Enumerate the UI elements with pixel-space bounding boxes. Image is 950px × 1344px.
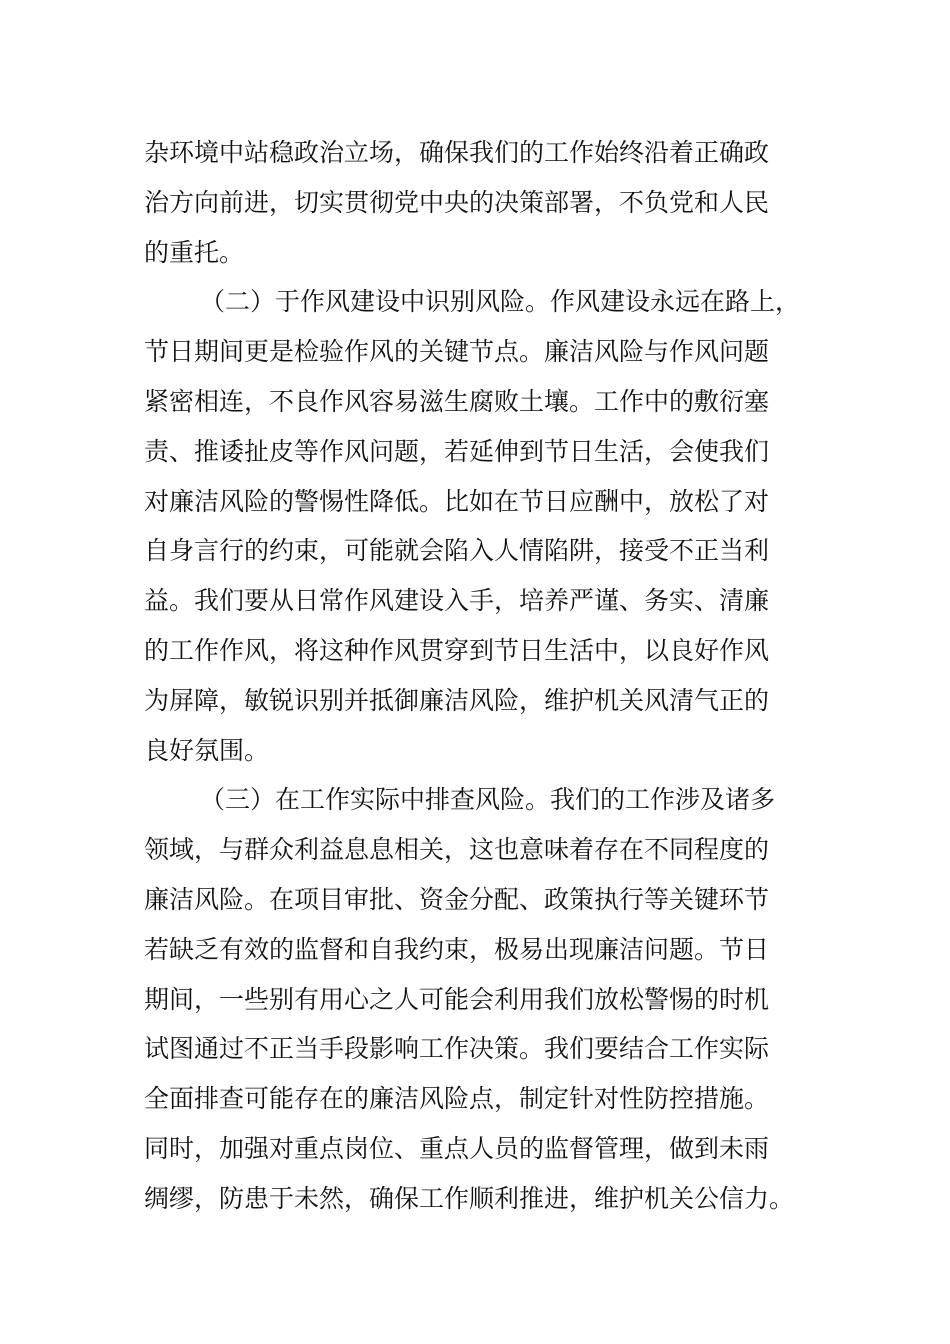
text-line: 节日期间更是检验作风的关键节点。廉洁风险与作风问题 — [144, 337, 770, 367]
text-line: 全面排查可能存在的廉洁风险点，制定针对性防控措施。 — [144, 1084, 770, 1114]
section-heading-line: （三）在工作实际中排查风险。我们的工作涉及诸多 — [200, 785, 776, 815]
text-line: 治方向前进，切实贯彻党中央的决策部署，不负党和人民 — [144, 187, 770, 217]
section-heading-line: （二）于作风建设中识别风险。作风建设永远在路上， — [200, 287, 801, 317]
paragraph-section-2 — [144, 277, 809, 775]
text-line: 领域，与群众利益息息相关，这也意味着存在不同程度的 — [144, 835, 770, 865]
text-line: 紧密相连，不良作风容易滋生腐败土壤。工作中的敷衍塞 — [144, 386, 770, 416]
text-line: 的工作作风，将这种作风贯穿到节日生活中，以良好作风 — [144, 635, 770, 665]
text-line: 良好氛围。 — [144, 735, 270, 765]
text-line: 绸缪，防患于未然，确保工作顺利推进，维护机关公信力。 — [144, 1183, 795, 1213]
text-line: 试图通过不正当手段影响工作决策。我们要结合工作实际 — [144, 1034, 770, 1064]
text-line: 责、推诿扯皮等作风问题，若延伸到节日生活，会使我们 — [144, 436, 770, 466]
text-line: 自身言行的约束，可能就会陷入人情陷阱，接受不正当利 — [144, 536, 770, 566]
text-line: 益。我们要从日常作风建设入手，培养严谨、务实、清廉 — [144, 586, 770, 616]
text-line: 杂环境中站稳政治立场，确保我们的工作始终沿着正确政 — [144, 138, 770, 167]
document-body — [144, 128, 809, 1224]
text-line: 廉洁风险。在项目审批、资金分配、政策执行等关键环节 — [144, 884, 770, 914]
text-line: 期间，一些别有用心之人可能会利用我们放松警惕的时机 — [144, 984, 770, 1014]
text-line: 对廉洁风险的警惕性降低。比如在节日应酬中，放松了对 — [144, 486, 770, 516]
text-line: 为屏障，敏锐识别并抵御廉洁风险，维护机关风清气正的 — [144, 685, 770, 715]
paragraph-continuation — [144, 128, 809, 277]
text-line: 若缺乏有效的监督和自我约束，极易出现廉洁问题。节日 — [144, 934, 770, 964]
text-line: 的重托。 — [144, 237, 245, 267]
text-line: 同时，加强对重点岗位、重点人员的监督管理，做到未雨 — [144, 1133, 770, 1163]
paragraph-section-3 — [144, 775, 809, 1223]
